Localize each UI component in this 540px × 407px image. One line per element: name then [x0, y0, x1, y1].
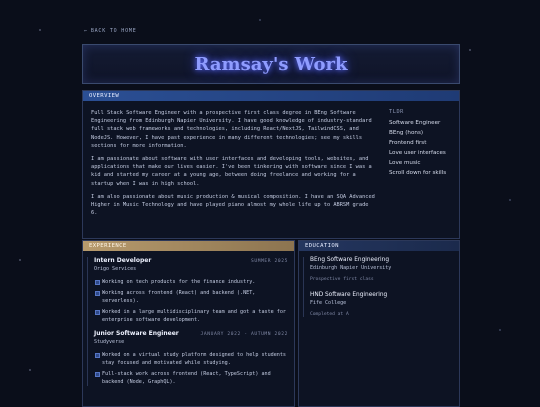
- arrow-left-icon: ←: [84, 28, 88, 34]
- job-title: Junior Software Engineer: [94, 330, 179, 337]
- job-entry: [94, 330, 288, 386]
- overview-heading: OVERVIEW: [83, 91, 459, 101]
- education-heading: EDUCATION: [299, 241, 459, 251]
- job-title: Intern Developer: [94, 257, 152, 264]
- education-degree: HND Software Engineering: [310, 292, 388, 298]
- overview-text: [91, 109, 375, 222]
- job-bullet: Full-stack work across frontend (React, TypeScript) and backend (Node, GraphQL).: [94, 370, 288, 386]
- education-note: Completed at A: [310, 312, 349, 317]
- job-company: Origo Services: [94, 266, 137, 272]
- overview-paragraph: I am passionate about software with user interfaces and developing tools, websites, and applications that make our lives easier. I've been tinkering with software since I was a kid and started my career at a young age, between doing freelance and working for a startup when I was in high school.: [91, 156, 372, 187]
- page-title: Ramsay's Work: [194, 53, 348, 75]
- education-degree: BEng Software Engineering: [310, 257, 390, 263]
- experience-panel: [82, 240, 295, 407]
- tldr-item: Software Engineer: [389, 120, 441, 126]
- job-bullet: Working on tech products for the finance industry.: [94, 278, 288, 286]
- tldr-item: Frontend first: [389, 140, 427, 147]
- hero-banner: [82, 44, 460, 84]
- back-to-home-link[interactable]: [84, 28, 137, 34]
- tldr-item: BEng (hons): [389, 130, 424, 137]
- overview-paragraph: I am also passionate about music production & musical composition. I have an SQA Advanced Higher in Music Technology and have played piano almost my whole life up to ABRSM grade 6.: [91, 193, 375, 217]
- job-date: SUMMER 2025: [250, 259, 288, 264]
- education-entry: [310, 257, 453, 282]
- tldr-item: Scroll down for skills: [389, 170, 447, 177]
- experience-heading: EXPERIENCE: [83, 241, 294, 251]
- job-bullet: Worked on a virtual study platform designed to help students stay focused and motivated while studying.: [94, 351, 288, 367]
- tldr-box: [389, 109, 451, 222]
- education-entry: [310, 292, 453, 317]
- job-bullet: Working across frontend (React) and backend (.NET, serverless).: [94, 289, 288, 305]
- job-company: Studyverse: [94, 339, 125, 345]
- job-entry: [94, 257, 288, 324]
- job-bullet: Worked in a large multidisciplinary team and got a taste for enterprise software development.: [94, 308, 288, 324]
- overview-panel: [82, 90, 460, 239]
- tldr-item: Love music: [389, 160, 421, 167]
- overview-paragraph: Full Stack Software Engineer with a prospective first class degree in BEng Software Engineering from Edinburgh Napier University. I have good knowledge of industry-standard full stack web frameworks and technologies, including React/NextJS, TailwindCSS, and NodeJS. However, I have past experience in many different technologies; see my skills sections for more information.: [91, 110, 372, 149]
- tldr-title: TLDR: [389, 109, 404, 115]
- education-note: Prospective first class: [310, 277, 374, 282]
- education-school: Edinburgh Napier University: [310, 265, 392, 271]
- job-date: JANUARY 2022 - AUTUMN 2022: [200, 332, 288, 337]
- education-panel: [298, 240, 460, 407]
- back-to-home-label: BACK TO HOME: [90, 28, 137, 34]
- tldr-item: Love user interfaces: [389, 150, 446, 157]
- education-school: Fife College: [310, 300, 347, 306]
